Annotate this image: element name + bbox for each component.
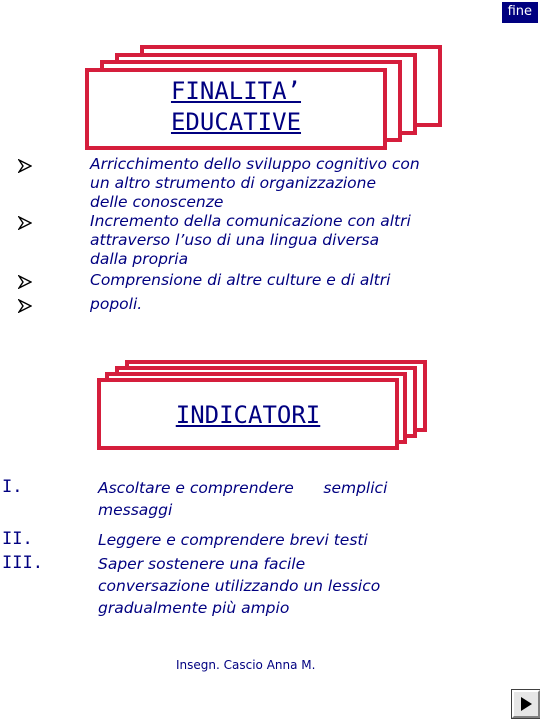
finalita-title	[89, 76, 383, 138]
list-item	[0, 553, 520, 619]
fine-button[interactable]: fine	[502, 2, 538, 23]
card-front	[97, 378, 399, 450]
list-item	[0, 529, 520, 551]
finalita-title-line2: EDUCATIVE	[170, 108, 302, 136]
finalita-item-text: popoli.	[90, 295, 143, 313]
arrowhead-bullet-icon	[18, 295, 90, 314]
roman-numeral: III.	[2, 553, 43, 573]
finalita-list	[18, 155, 508, 314]
arrowhead-bullet-icon	[18, 212, 90, 269]
arrowhead-bullet-icon	[18, 271, 90, 290]
list-item	[0, 477, 520, 521]
next-slide-button[interactable]	[512, 690, 540, 718]
play-next-icon	[515, 693, 537, 715]
list-item	[18, 212, 508, 269]
list-item	[18, 295, 508, 314]
indicatori-item-text: Leggere e comprendere brevi testi	[98, 531, 368, 549]
finalita-item-text: Comprensione di altre culture e di altri	[90, 271, 391, 289]
indicatori-item-text: Ascoltare e comprendere semplici messaggi	[98, 479, 388, 519]
roman-numeral: I.	[2, 477, 23, 497]
arrowhead-bullet-icon	[18, 155, 90, 212]
list-item	[18, 271, 508, 290]
indicatori-title: INDICATORI	[175, 401, 321, 429]
indicatori-list	[0, 477, 520, 619]
list-item	[18, 155, 508, 212]
author-signature: Insegn. Cascio Anna M.	[176, 658, 316, 672]
roman-numeral: II.	[2, 529, 33, 549]
finalita-item-text: Incremento della comunicazione con altri attraverso l’uso di una lingua diversa dalla propria	[90, 212, 411, 268]
indicatori-item-text: Saper sostenere una facile conversazione utilizzando un lessico gradualmente più ampio	[98, 555, 381, 617]
card-front	[85, 68, 387, 150]
finalita-item-text: Arricchimento dello sviluppo cognitivo con un altro strumento di organizzazione delle conoscenze	[90, 155, 420, 211]
finalita-title-line1: FINALITA’	[170, 77, 302, 105]
